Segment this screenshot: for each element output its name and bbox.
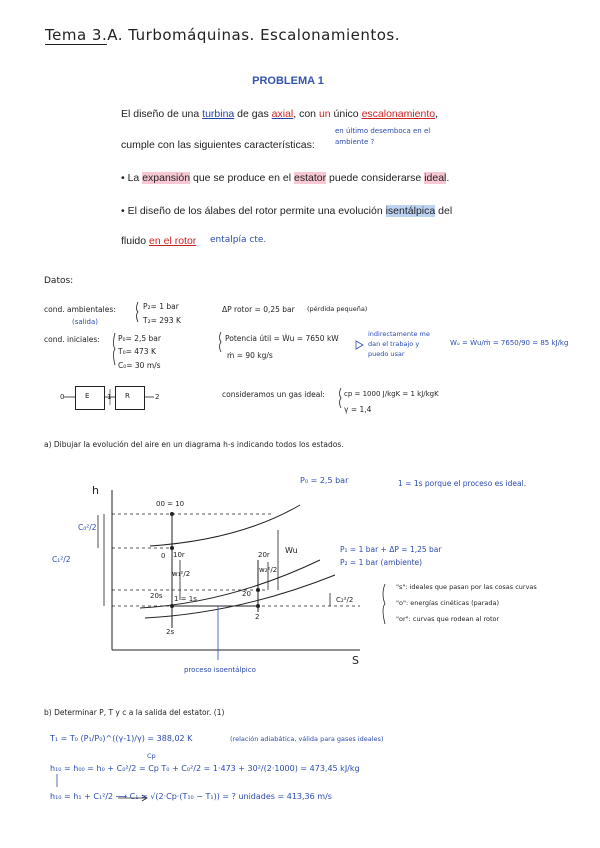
un-word: un	[318, 108, 331, 120]
w1-sq: w₁²/2	[172, 570, 191, 578]
state-00: 00 = 10	[156, 500, 185, 508]
expansion-word: expansión	[142, 172, 191, 184]
page-title: Tema 3.A. Turbomáquinas. Escalonamientos.	[45, 26, 400, 44]
cond-ambientales: cond. ambientales:	[44, 305, 116, 314]
isentalpica-word: isentálpica	[385, 205, 436, 217]
p2-value: P₂= 1 bar	[143, 302, 179, 311]
part-b-question: b) Determinar P, T y c a la salida del estator. (1)	[44, 708, 225, 717]
wu-formula: Wᵤ = Ẇu/ṁ = 7650/90 = 85 kJ/kg	[450, 339, 569, 347]
block-2-label: 2	[155, 393, 160, 401]
t0-value: T₀= 473 K	[118, 347, 156, 356]
legend-2: "o": energías cinéticas (parada)	[396, 599, 500, 607]
text: • La	[121, 172, 143, 184]
state-10r: 10r	[173, 551, 185, 559]
legend-1: "s": ideales que pasan por las cosas curvas	[396, 583, 537, 591]
escalonamiento-word: escalonamiento	[361, 108, 436, 120]
block-R-label: R	[125, 392, 130, 400]
state-2: 2	[255, 613, 260, 621]
salida-label: (salida)	[72, 318, 99, 326]
w2-sq: w₂²/2	[259, 566, 278, 574]
wu-label: Wu	[285, 546, 298, 555]
mdot: ṁ = 90 kg/s	[227, 351, 273, 360]
note-trabajo: indirectamente me dan el trabajo y puedo usar	[368, 330, 430, 358]
turbina-word: turbina	[202, 108, 235, 120]
text: fluido	[121, 235, 150, 247]
axis-h: h	[92, 484, 99, 497]
p2-isobar: P₂ = 1 bar (ambiente)	[340, 558, 423, 567]
eq-3: h₁₀ = h₁ + C₁²/2 ⟶ C₁ = √(2·Cp·(T₁₀ − T₁)) = ? unidades = 413,36 m/s	[50, 792, 332, 801]
axis-s: S	[352, 654, 359, 667]
c2-sq: C₂²/2	[336, 596, 354, 604]
eq-2: h₁₀ = h₀₀ = h₀ + C₀²/2 = Cp T₀ + C₀²/2 = 1·473 + 30²/(2·1000) = 473,45 kJ/kg	[50, 764, 360, 773]
text: puede considerarse	[326, 172, 425, 184]
eq-2-cp: Cp	[147, 752, 156, 760]
proceso-label: proceso isoentálpico	[184, 666, 256, 674]
c0-sq: C₀²/2	[78, 523, 97, 532]
p0-value: P₀= 2,5 bar	[118, 334, 161, 343]
state-20r: 20r	[258, 551, 270, 559]
state-20s: 20s	[150, 592, 163, 600]
datos-label: Datos:	[44, 276, 74, 286]
legend-3: "or": curvas que rodean al rotor	[396, 615, 500, 623]
problem-heading: PROBLEMA 1	[252, 75, 324, 87]
eq-1: T₁ = T₀ (P₁/P₀)^((γ-1)/γ) = 388,02 K	[50, 734, 193, 743]
rotor-word: en el rotor	[149, 235, 197, 247]
block-1-label: 1	[107, 393, 112, 401]
text: El diseño de una	[121, 108, 203, 120]
p0-isobar: P₀ = 2,5 bar	[300, 476, 349, 485]
text: del	[435, 205, 453, 217]
note-entalpia: entalpía cte.	[210, 235, 267, 245]
text: de gas	[234, 108, 272, 120]
problem-line-2: cumple con las siguientes características:	[121, 139, 315, 151]
state-1: 1 = 1s	[174, 595, 197, 603]
estator-word: estator	[294, 172, 327, 184]
c1-sq: C₁²/2	[52, 555, 71, 564]
ideal-word: ideal	[424, 172, 447, 184]
block-0-label: 0	[60, 393, 65, 401]
axial-word: axial	[271, 108, 294, 120]
state-2s: 2s	[166, 628, 175, 636]
p1-isobar: P₁ = 1 bar + ΔP = 1,25 bar	[340, 545, 442, 554]
text: único	[330, 108, 362, 120]
text: , con	[293, 108, 319, 120]
note-1s: 1 = 1s porque el proceso es ideal.	[398, 479, 527, 488]
c0-value: C₀= 30 m/s	[118, 361, 161, 370]
cp-value: cp = 1000 J/kgK = 1 kJ/kgK	[344, 390, 439, 398]
perdida-note: (pérdida pequeña)	[307, 305, 368, 313]
text: que se produce en el	[190, 172, 294, 184]
gas-ideal: consideramos un gas ideal:	[222, 390, 325, 399]
state-20: 20	[242, 590, 251, 598]
part-a-question: a) Dibujar la evolución del aire en un diagrama h-s indicando todos los estados.	[44, 440, 344, 449]
eq-1-note: (relación adiabática, válida para gases ideales)	[230, 735, 384, 743]
state-0: 0	[161, 552, 166, 560]
text: • El diseño de los álabes del rotor permite una evolución	[121, 205, 386, 217]
t2-value: T₂= 293 K	[143, 316, 181, 325]
note-salida: en último desemboca en el ambiente ?	[335, 127, 431, 146]
gamma-value: γ = 1,4	[344, 405, 372, 414]
text: .	[446, 172, 450, 184]
cond-iniciales: cond. iniciales:	[44, 335, 100, 344]
dp-rotor: ΔP rotor = 0,25 bar	[222, 305, 295, 314]
text: ,	[435, 108, 439, 120]
potencia: Potencia útil = Ẇu = 7650 kW	[225, 334, 339, 343]
block-E-label: E	[85, 392, 90, 400]
